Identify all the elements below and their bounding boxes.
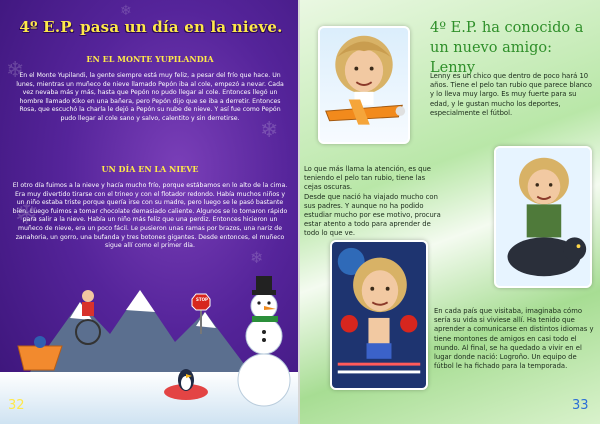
section-heading-nieve: UN DÍA EN LA NIEVE — [101, 164, 199, 174]
lenny-travel-paragraph: Lo que más llama la atención, es que teniendo el pelo tan rubio, tiene las cejas oscuras. Desde que nació ha viajado mucho con sus padres. Y aunque no ha podido estudiar mucho por ese motivo, procura estar atento a todo para aprender de todo lo que ve. — [304, 165, 441, 238]
snowflake-decoration: ❄ — [260, 118, 279, 143]
snowflake-decoration: ❄ — [14, 197, 40, 232]
section-body-monte: En el Monte Yupilandi, la gente siempre está muy feliz, a pesar del frío que hace. Un lunes, mientras un muñeco de nieve llamado Pepón iba al cole, empezó a nevar. Cada vez nevaba más y más, hasta que Pepón no pudo llegar al cole. Entonces llegó un hombre llamado Kiko en una bañera, pero Pepón dijo que se iba a derretir. Entonces Rosa, que escuchó la charla le dejó a Pepón su nube de nieve. Y así fue como Pepón pudo llegar al cole sano y salvo, calentito y sin derretirse. — [16, 72, 284, 122]
lenny-boxing-caricature — [330, 240, 428, 390]
snow-scene-illustration — [0, 272, 298, 424]
left-page — [0, 0, 298, 424]
left-page-title: 4º E.P. pasa un día en la nieve. — [19, 18, 283, 36]
section-body-nieve: El otro día fuimos a la nieve y hacía mucho frío, porque estábamos en lo alto de la cima. Era muy divertido tirarse con el trineo y con el flotador redondo. Había muchos niños y un niño estaba triste porque quería irse con su madre, pero luego se le pasó bastante bien. Luego fuimos a tomar chocolate demasiado caliente. Algunos se lo tomaron rápido para salir a la nieve. Había un niño más feliz que una perdiz. Entonces hicieron un muñeco de nieve, era un poco fácil. Le pusieron unas ramas por brazos, una nariz de zanahoria, un gorro, una bufanda y tres botones gigantes. Desde entonces, el muñeco sigue allí como el primer día. — [12, 182, 288, 250]
stop-sign-label: STOP — [196, 297, 208, 302]
section-heading-monte: EN EL MONTE YUPILANDIA — [86, 54, 214, 64]
lenny-intro-paragraph: Lenny es un chico que dentro de poco hará 10 años. Tiene el pelo tan rubio que parece blanco y lo lleva muy largo. Es muy fuerte para su edad, y le gustan mucho los deportes, especialmente el fútbol. — [430, 72, 592, 117]
snowflake-decoration: ❄ — [6, 58, 25, 83]
lenny-life-paragraph: En cada país que visitaba, imaginaba cómo sería su vida si viviese allí. Ha tenido que aprender a comunicarse en distintos idiomas y tiene montones de amigos en casi todo el mundo. Al final, se ha quedado a vivir en el lugar donde nació: Logroño. Un equipo de fútbol le ha fichado para la temporada. — [434, 307, 594, 371]
right-page-title: 4º E.P. ha conocido a un nuevo amigo: Lenny — [430, 20, 584, 76]
page-number-left: 32 — [8, 398, 25, 413]
lenny-airplane-caricature — [318, 26, 410, 144]
lenny-panther-caricature — [494, 146, 592, 288]
snowflake-decoration: ❄ — [250, 248, 264, 267]
snowflake-decoration: ❄ — [120, 3, 132, 19]
page-number-right: 33 — [572, 398, 589, 413]
